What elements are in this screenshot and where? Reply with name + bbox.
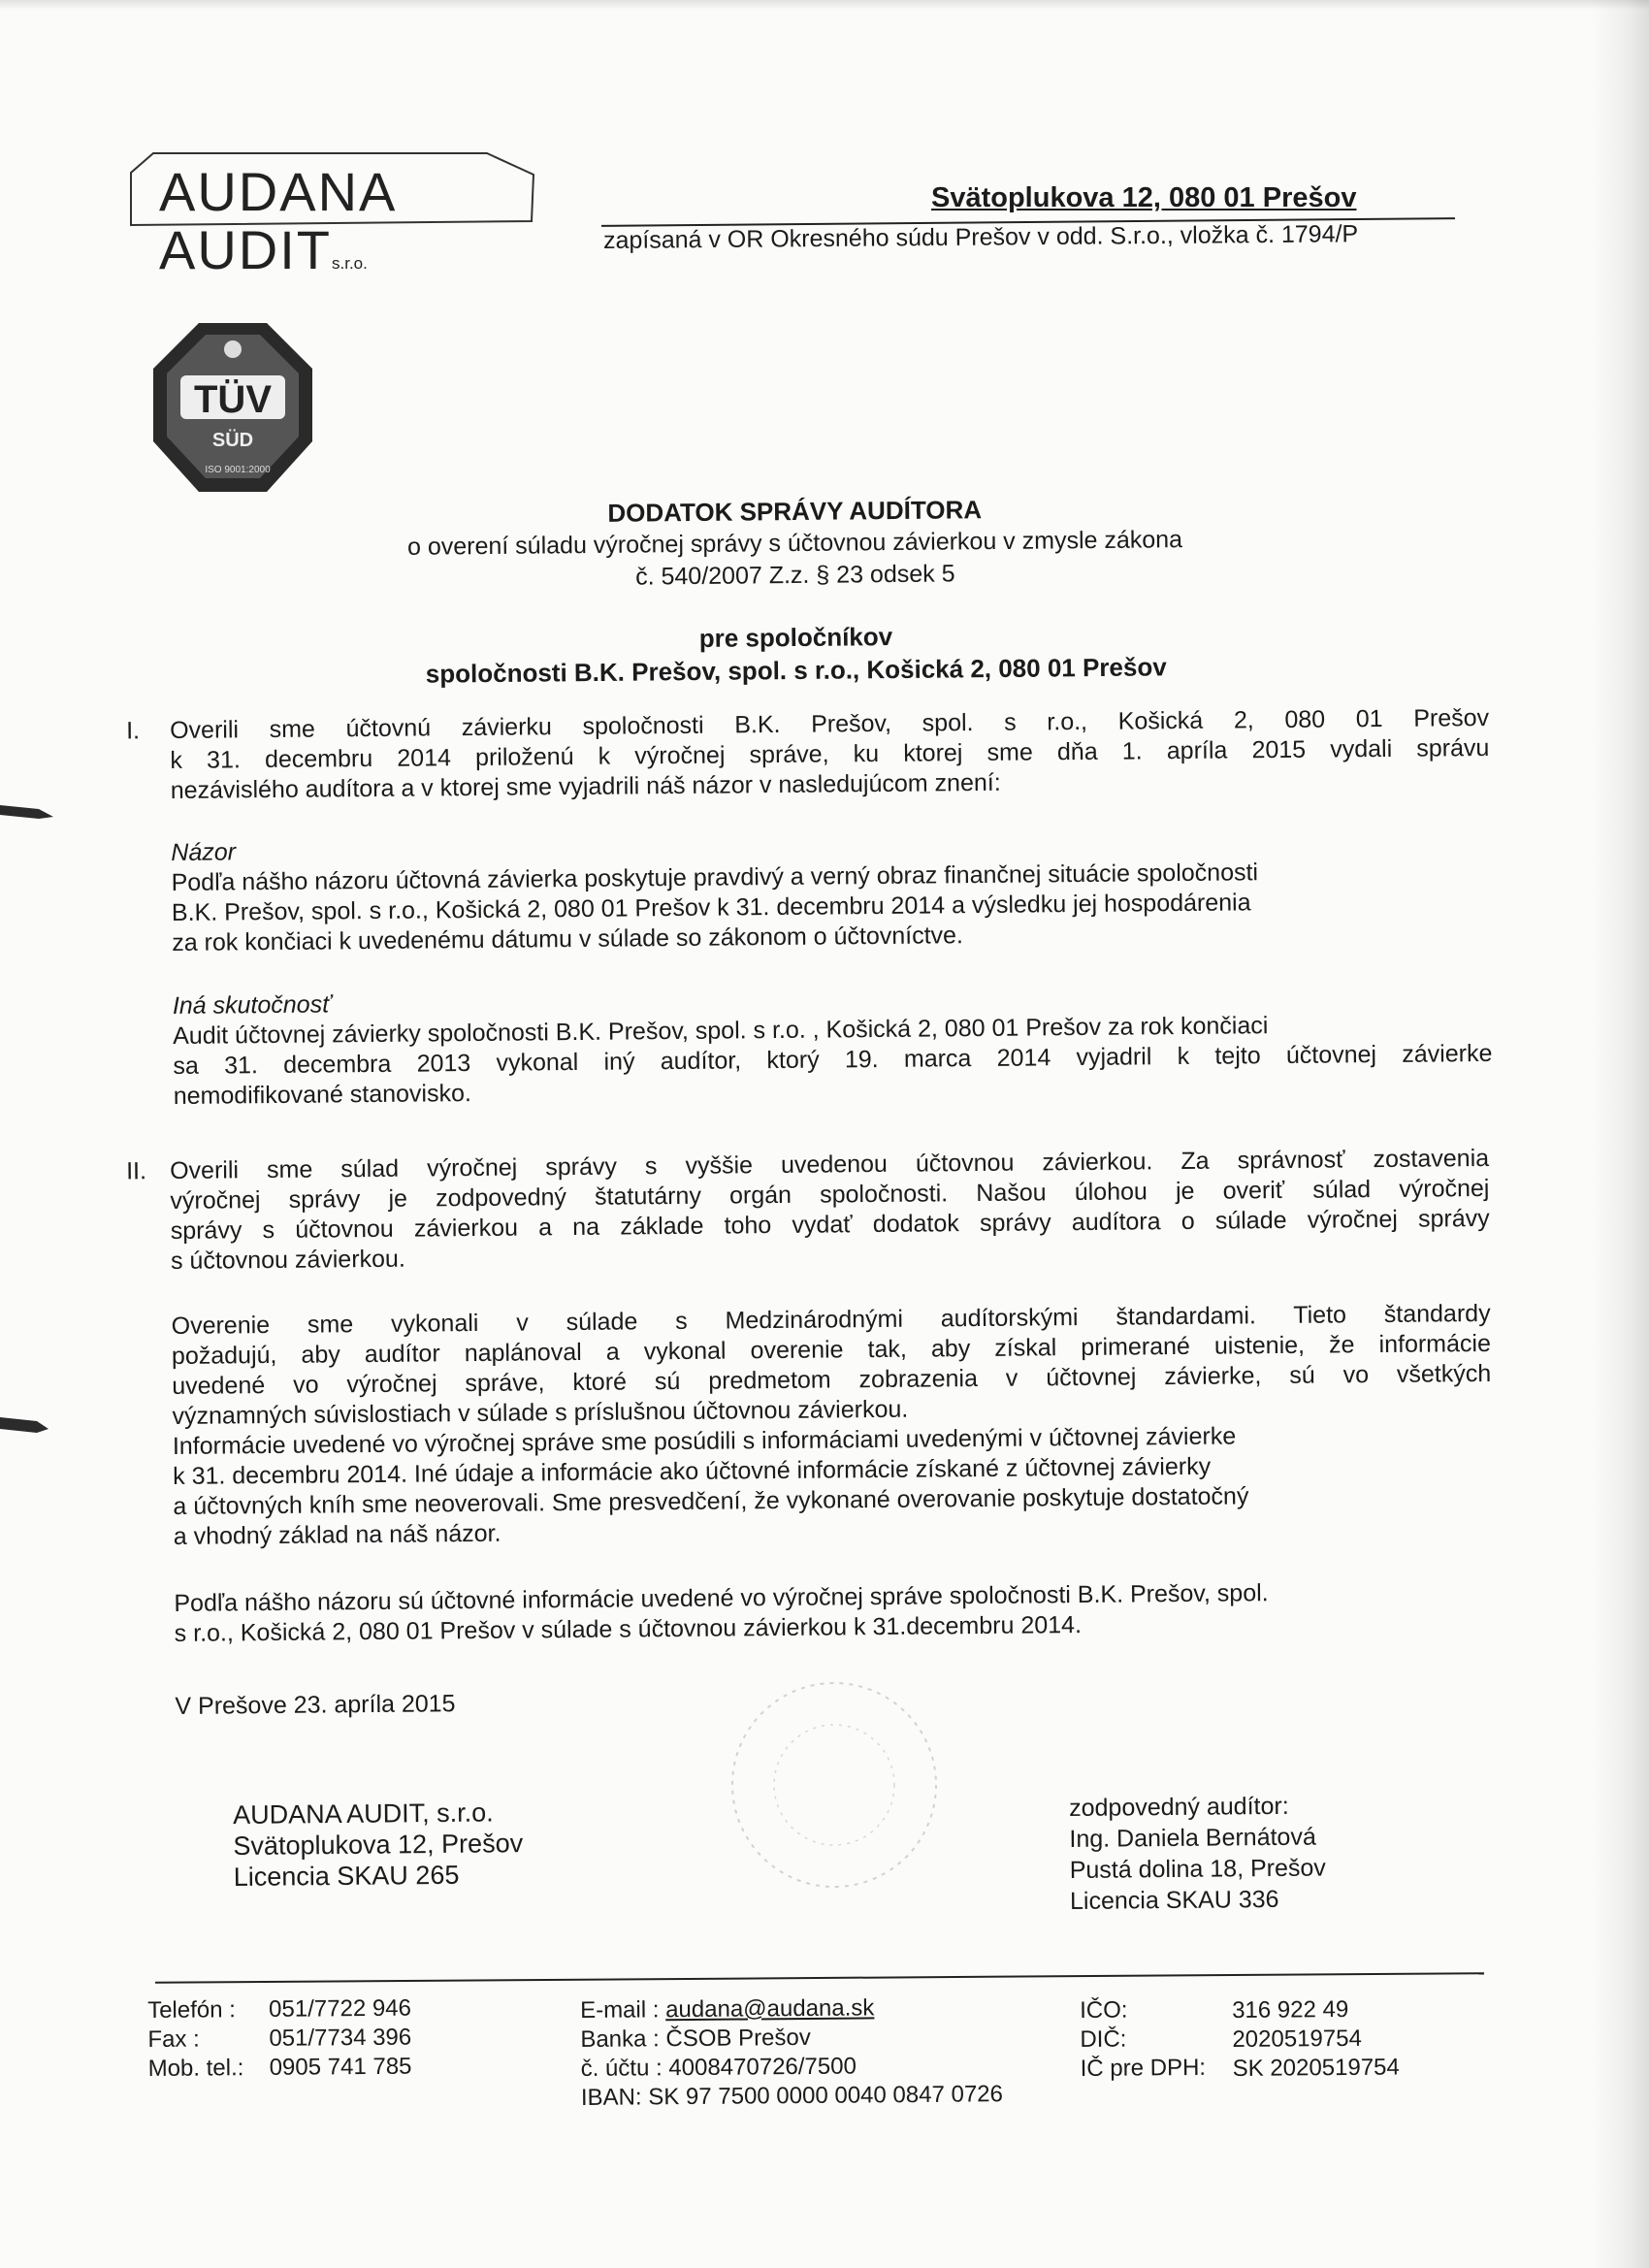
section-2-line: uvedené vo výročnej správe, ktoré sú predmetom zobrazenia v účtovnej závierke, sú vo všetkých [172,1359,1492,1400]
section-2-line: požadujú, aby audítor naplánoval a vykonal overenie tak, aby získal primerané uistenie, že informácie [171,1329,1492,1370]
svg-text:SÜD: SÜD [211,430,254,451]
section-2 [126,1144,1495,1722]
scan-edge-right [1591,0,1649,2268]
email-link[interactable]: audana@audana.sk [665,1994,875,2024]
opinion-line: Podľa nášho názoru účtovná závierka poskytuje pravdivý a verný obraz finančnej situácie spoločnosti [171,859,1259,896]
section-2-line: a vhodný základ na náš názor. [173,1519,501,1550]
signature-company-line: Licencia SKAU 265 [233,1860,460,1892]
vat-value: SK 2020519754 [1232,2054,1400,2082]
dic-value: 2020519754 [1232,2025,1362,2053]
section-2-line: s účtovnou závierkou. [170,1245,405,1275]
opinion-line: B.K. Prešov, spol. s r.o., Košická 2, 080 01 Prešov k 31. decembru 2014 a výsledku jej hospodárenia [171,889,1251,926]
section-2-line: k 31. decembru 2014. Iné údaje a informácie ako účtovné informácie získané z účtovnej závierky [173,1452,1212,1490]
signature-auditor-line: Pustá dolina 18, Prešov [1069,1854,1326,1884]
opinion-line: za rok končiaci k uvedenému dátumu v súlade so zákonom o účtovníctve. [172,922,964,956]
section-2-marker: II. [126,1157,147,1185]
document-title [319,490,1272,691]
report-subtitle-1: o overení súladu výročnej správy s účtovnou závierkou v zmysle zákona [406,526,1183,561]
mobile-label: Mob. tel.: [147,2055,244,2082]
other-matter-heading: Iná skutočnosť [172,990,332,1020]
phone-value: 051/7722 946 [269,1994,412,2023]
footer-bank [580,1993,1003,2113]
conclusion-line: s r.o., Košická 2, 080 01 Prešov v súlade s účtovnou závierkou k 31.decembru 2014. [174,1611,1083,1647]
bank-iban: IBAN: SK 97 7500 0000 0040 0847 0726 [580,2081,1004,2111]
footer-contacts [147,1994,412,2084]
section-2-line: výročnej správy je zodpovedný štatutárny orgán spoločnosti. Našou úlohou je overiť súlad výročnej [170,1174,1490,1215]
punch-mark-top [0,795,68,825]
vat-label: IČ pre DPH: [1080,2054,1207,2082]
opinion-heading: Názor [171,838,237,866]
section-1-marker: I. [126,717,141,745]
svg-text:ISO 9001:2000: ISO 9001:2000 [205,465,271,475]
punch-mark-bottom [0,1411,68,1441]
recipient-line-1: pre spoločníkov [698,622,893,653]
bank-name: Banka : ČSOB Prešov [580,2024,811,2053]
svg-text:TÜV: TÜV [194,378,272,421]
footer-ids-values [1232,1994,1400,2083]
other-matter-line: nemodifikované stanovisko. [173,1080,472,1110]
ico-value: 316 922 49 [1232,1995,1349,2024]
signature-auditor-line: zodpovedný audítor: [1069,1792,1289,1822]
recipient-line-2: spoločnosti B.K. Prešov, spol. s r.o., Košická 2, 080 01 Prešov [425,652,1167,689]
section-2-line: správy s účtovnou závierkou a na základe toho vydať dodatok správy audítora o súlade výročnej správy [170,1204,1490,1245]
signature-auditor-line: Ing. Daniela Bernátová [1069,1823,1316,1853]
signature-auditor-line: Licencia SKAU 336 [1069,1885,1279,1915]
report-subtitle-2: č. 540/2007 Z.z. § 23 odsek 5 [635,560,955,591]
registry-info: zapísaná v OR Okresného súdu Prešov v odd. S.r.o., vložka č. 1794/P [602,220,1359,254]
tuv-certification-badge [146,315,320,500]
email-label: E-mail : [580,1996,660,2024]
company-logo: AUDANA AUDITs.r.o. [126,146,543,233]
company-address: Svätoplukova 12, 080 01 Prešov [931,182,1357,213]
report-heading: DODATOK SPRÁVY AUDÍTORA [607,495,983,528]
signature-company-line: AUDANA AUDIT, s.r.o. [233,1798,494,1830]
other-matter-line: Audit účtovnej závierky spoločnosti B.K. Prešov, spol. s r.o. , Košická 2, 080 01 Prešov za rok končiaci [173,1012,1269,1050]
phone-label: Telefón : [147,1996,236,2024]
section-2-line: Overenie sme vykonali v súlade s Medzinárodnými audítorskými štandardami. Tieto štandardy [171,1299,1491,1340]
section-1-line: nezávislého audítora a v ktorej sme vyjadrili náš názor v nasledujúcom znení: [170,768,1001,804]
mobile-value: 0905 741 785 [269,2053,412,2081]
section-2-line: a účtovných kníh sme neoverovali. Sme presvedčení, že vykonané overovanie poskytuje dostatočný [173,1482,1249,1520]
section-1-line: Overili sme účtovnú závierku spoločnosti B.K. Prešov, spol. s r.o., Košická 2, 080 01 Prešov [170,703,1490,744]
bank-account: č. účtu : 4008470726/7500 [580,2053,857,2082]
company-seal [718,1669,951,1901]
section-2-line: Overili sme súlad výročnej správy s vyššie uvedenou účtovnou závierkou. Za správnosť zostavenia [170,1144,1490,1184]
signature-auditor [1069,1790,1326,1917]
section-1 [126,703,1493,1112]
place-date: V Prešove 23. apríla 2015 [175,1690,456,1720]
other-matter-line: sa 31. decembra 2013 vykonal iný audítor, ktorý 19. marca 2014 vyjadril k tejto účtovnej závierke [173,1039,1493,1080]
conclusion-line: Podľa nášho názoru sú účtovné informácie uvedené vo výročnej správe spoločnosti B.K. Prešov, spol. [174,1579,1269,1617]
ico-label: IČO: [1080,1996,1128,2024]
section-2-line: významných súvislostiach v súlade s príslušnou účtovnou závierkou. [172,1395,909,1430]
scan-edge-top [0,0,1649,10]
section-1-line: k 31. decembru 2014 priloženú k výročnej správe, ku ktorej sme dňa 1. apríla 2015 vydali správu [170,733,1490,774]
footer-ids-labels [1080,1995,1206,2084]
dic-label: DIČ: [1080,2025,1127,2053]
signature-company [233,1797,524,1893]
fax-label: Fax : [147,2025,200,2053]
signature-company-line: Svätoplukova 12, Prešov [233,1829,524,1861]
fax-value: 051/7734 396 [269,2024,412,2052]
section-2-line: Informácie uvedené vo výročnej správe sme posúdili s informáciami uvedenými v účtovnej závierke [172,1422,1237,1460]
footer-rule [155,1972,1484,1984]
